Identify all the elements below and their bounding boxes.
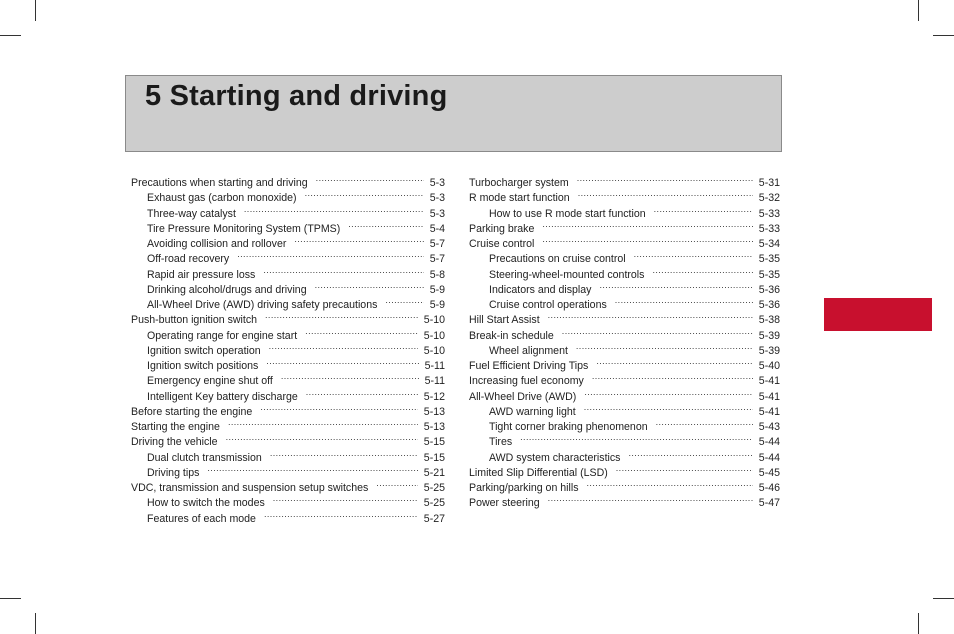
toc-entry-label: Parking brake bbox=[469, 222, 535, 235]
toc-leader-dots bbox=[578, 186, 753, 201]
toc-page-number: 5-41 bbox=[758, 405, 780, 418]
toc-page-number: 5-33 bbox=[758, 207, 780, 220]
toc-subentry[interactable] bbox=[469, 446, 780, 464]
toc-leader-dots bbox=[562, 324, 753, 339]
toc-leader-dots bbox=[273, 491, 418, 506]
toc-entry-label: Starting the engine bbox=[131, 421, 220, 433]
toc-page-number: 5-44 bbox=[758, 436, 780, 449]
toc-leader-dots bbox=[281, 369, 419, 384]
toc-leader-dots bbox=[548, 308, 753, 323]
toc-leader-dots bbox=[584, 385, 752, 400]
toc-leader-dots bbox=[615, 293, 753, 308]
toc-page-number: 5-46 bbox=[758, 482, 780, 494]
toc-leader-dots bbox=[542, 232, 752, 247]
toc-page-number: 5-44 bbox=[758, 451, 780, 464]
toc-leader-dots bbox=[628, 446, 752, 461]
toc-leader-dots bbox=[577, 171, 753, 186]
toc-page-number: 5-3 bbox=[429, 177, 445, 189]
toc-leader-dots bbox=[244, 202, 424, 217]
toc-leader-dots bbox=[654, 202, 753, 217]
toc-entry-label: Exhaust gas (carbon monoxide) bbox=[147, 192, 297, 205]
toc-entry-label: Driving the vehicle bbox=[131, 436, 218, 449]
toc-entry-label: Operating range for engine start bbox=[147, 329, 298, 342]
toc-leader-dots bbox=[652, 263, 752, 278]
toc-entry-label: Features of each mode bbox=[147, 512, 256, 525]
toc-entry-label: Off-road recovery bbox=[147, 253, 230, 266]
toc-entry-label: Dual clutch transmission bbox=[147, 451, 262, 464]
toc-entry-label: Precautions on cruise control bbox=[489, 253, 626, 266]
toc-leader-dots bbox=[587, 476, 753, 491]
toc-leader-dots bbox=[376, 476, 418, 491]
toc-page-number: 5-4 bbox=[429, 222, 445, 235]
toc-leader-dots bbox=[305, 186, 424, 201]
toc-entry-label: Increasing fuel economy bbox=[469, 375, 584, 388]
toc-leader-dots bbox=[237, 247, 423, 262]
toc-entry-label: Parking/parking on hills bbox=[469, 482, 579, 494]
toc-page-number: 5-15 bbox=[423, 436, 445, 449]
toc-page-number: 5-7 bbox=[429, 238, 445, 250]
crop-mark bbox=[0, 35, 21, 36]
toc-page-number: 5-27 bbox=[423, 512, 445, 525]
toc-page-number: 5-11 bbox=[424, 375, 445, 388]
toc-leader-dots bbox=[294, 232, 423, 247]
toc-leader-dots bbox=[264, 507, 418, 522]
toc-entry-label: Ignition switch operation bbox=[147, 344, 261, 357]
toc-leader-dots bbox=[584, 400, 753, 415]
toc-page-number: 5-11 bbox=[424, 360, 445, 372]
toc-page-number: 5-3 bbox=[429, 192, 445, 205]
toc-leader-dots bbox=[348, 217, 423, 232]
toc-entry[interactable] bbox=[469, 171, 780, 189]
toc-leader-dots bbox=[228, 415, 418, 430]
toc-leader-dots bbox=[576, 339, 753, 354]
toc-entry-label: Limited Slip Differential (LSD) bbox=[469, 466, 608, 479]
toc-page-number: 5-47 bbox=[758, 497, 780, 510]
crop-mark bbox=[0, 598, 21, 599]
toc-leader-dots bbox=[270, 446, 418, 461]
toc-leader-dots bbox=[263, 263, 423, 278]
toc-page-number: 5-13 bbox=[423, 421, 445, 433]
toc-page-number: 5-35 bbox=[758, 268, 780, 281]
toc-leader-dots bbox=[385, 293, 423, 308]
toc-leader-dots bbox=[596, 354, 752, 369]
toc-page-number: 5-25 bbox=[423, 482, 445, 494]
toc-entry-label: How to switch the modes bbox=[147, 497, 265, 510]
toc-page-number: 5-8 bbox=[429, 268, 445, 281]
toc-entry-label: Break-in schedule bbox=[469, 329, 554, 342]
toc-page-number: 5-9 bbox=[429, 299, 445, 311]
toc-page-number: 5-21 bbox=[423, 466, 445, 479]
crop-mark bbox=[35, 0, 36, 21]
toc-page-number: 5-9 bbox=[429, 283, 445, 296]
chapter-tab bbox=[824, 298, 932, 331]
toc-page-number: 5-39 bbox=[758, 329, 780, 342]
toc-page-number: 5-15 bbox=[423, 451, 445, 464]
toc-leader-dots bbox=[656, 415, 753, 430]
toc-entry-label: Tight corner braking phenomenon bbox=[489, 421, 648, 433]
toc-entry-label: Rapid air pressure loss bbox=[147, 268, 256, 281]
chapter-title: 5 Starting and driving bbox=[145, 80, 448, 112]
toc-leader-dots bbox=[599, 278, 752, 293]
toc-entry-label: Precautions when starting and driving bbox=[131, 177, 308, 189]
toc-entry-label: All-Wheel Drive (AWD) bbox=[469, 390, 577, 403]
toc-page-number: 5-10 bbox=[423, 329, 445, 342]
toc-entry-label: Before starting the engine bbox=[131, 405, 253, 418]
toc-entry-label: Tire Pressure Monitoring System (TPMS) bbox=[147, 222, 341, 235]
toc-entry-label: Wheel alignment bbox=[489, 344, 568, 357]
toc-leader-dots bbox=[634, 247, 753, 262]
toc-entry-label: Tires bbox=[489, 436, 513, 449]
toc-page-number: 5-36 bbox=[758, 283, 780, 296]
toc-leader-dots bbox=[306, 385, 418, 400]
chapter-header bbox=[125, 75, 782, 152]
toc-entry-label: How to use R mode start function bbox=[489, 207, 646, 220]
toc-column-right bbox=[469, 171, 780, 510]
crop-mark bbox=[918, 613, 919, 634]
toc-entry-label: Power steering bbox=[469, 497, 540, 510]
toc-page-number: 5-12 bbox=[423, 390, 445, 403]
toc-leader-dots bbox=[315, 278, 424, 293]
crop-mark bbox=[933, 35, 954, 36]
toc-entry-label: Turbocharger system bbox=[469, 177, 569, 189]
toc-page-number: 5-10 bbox=[423, 344, 445, 357]
toc-leader-dots bbox=[207, 461, 417, 476]
toc-entry-label: Driving tips bbox=[147, 466, 200, 479]
toc-entry-label: Emergency engine shut off bbox=[147, 375, 273, 388]
toc-entry-label: Hill Start Assist bbox=[469, 314, 540, 327]
crop-mark bbox=[918, 0, 919, 21]
toc-page-number: 5-33 bbox=[758, 222, 780, 235]
toc-leader-dots bbox=[592, 369, 753, 384]
toc-page-number: 5-13 bbox=[423, 405, 445, 418]
toc-page-number: 5-41 bbox=[758, 375, 780, 388]
toc-entry-label: Three-way catalyst bbox=[147, 207, 236, 220]
toc-entry-label: AWD system characteristics bbox=[489, 451, 621, 464]
toc-page-number: 5-31 bbox=[758, 177, 780, 189]
toc-entry-label: Drinking alcohol/drugs and driving bbox=[147, 283, 307, 296]
toc-page-number: 5-10 bbox=[423, 314, 445, 327]
toc-entry-label: Cruise control bbox=[469, 238, 535, 250]
toc-entry-label: AWD warning light bbox=[489, 405, 576, 418]
toc-entry-label: Intelligent Key battery discharge bbox=[147, 390, 298, 403]
toc-leader-dots bbox=[548, 491, 753, 506]
toc-page-number: 5-25 bbox=[423, 497, 445, 510]
toc-entry-label: Ignition switch positions bbox=[147, 360, 259, 372]
toc-entry-label: Cruise control operations bbox=[489, 299, 607, 311]
toc-leader-dots bbox=[269, 339, 418, 354]
toc-entry-label: VDC, transmission and suspension setup switches bbox=[131, 482, 369, 494]
toc-page-number: 5-3 bbox=[429, 207, 445, 220]
toc-column-left bbox=[131, 171, 445, 525]
toc-entry[interactable] bbox=[131, 171, 445, 189]
toc-page-number: 5-45 bbox=[758, 466, 780, 479]
toc-page-number: 5-40 bbox=[758, 360, 780, 372]
toc-entry-label: Push-button ignition switch bbox=[131, 314, 258, 327]
toc-leader-dots bbox=[520, 430, 753, 445]
toc-entry-label: Fuel Efficient Driving Tips bbox=[469, 360, 589, 372]
toc-leader-dots bbox=[305, 324, 418, 339]
toc-leader-dots bbox=[616, 461, 753, 476]
toc-page-number: 5-32 bbox=[758, 192, 780, 205]
crop-mark bbox=[933, 598, 954, 599]
toc-leader-dots bbox=[265, 308, 418, 323]
toc-entry-label: Indicators and display bbox=[489, 283, 592, 296]
toc-page-number: 5-39 bbox=[758, 344, 780, 357]
toc-page-number: 5-34 bbox=[758, 238, 780, 250]
toc-page-number: 5-38 bbox=[758, 314, 780, 327]
toc-entry-label: Steering-wheel-mounted controls bbox=[489, 268, 645, 281]
toc-page-number: 5-35 bbox=[758, 253, 780, 266]
toc-page-number: 5-7 bbox=[429, 253, 445, 266]
toc-page-number: 5-41 bbox=[758, 390, 780, 403]
toc-leader-dots bbox=[266, 354, 418, 369]
crop-mark bbox=[35, 613, 36, 634]
toc-entry-label: Avoiding collision and rollover bbox=[147, 238, 287, 250]
toc-leader-dots bbox=[260, 400, 417, 415]
toc-page-number: 5-43 bbox=[758, 421, 780, 433]
toc-leader-dots bbox=[542, 217, 752, 232]
toc-entry-label: R mode start function bbox=[469, 192, 570, 205]
toc-leader-dots bbox=[226, 430, 418, 445]
toc-leader-dots bbox=[316, 171, 424, 186]
toc-entry-label: All-Wheel Drive (AWD) driving safety precautions bbox=[147, 299, 378, 311]
toc-page-number: 5-36 bbox=[758, 299, 780, 311]
